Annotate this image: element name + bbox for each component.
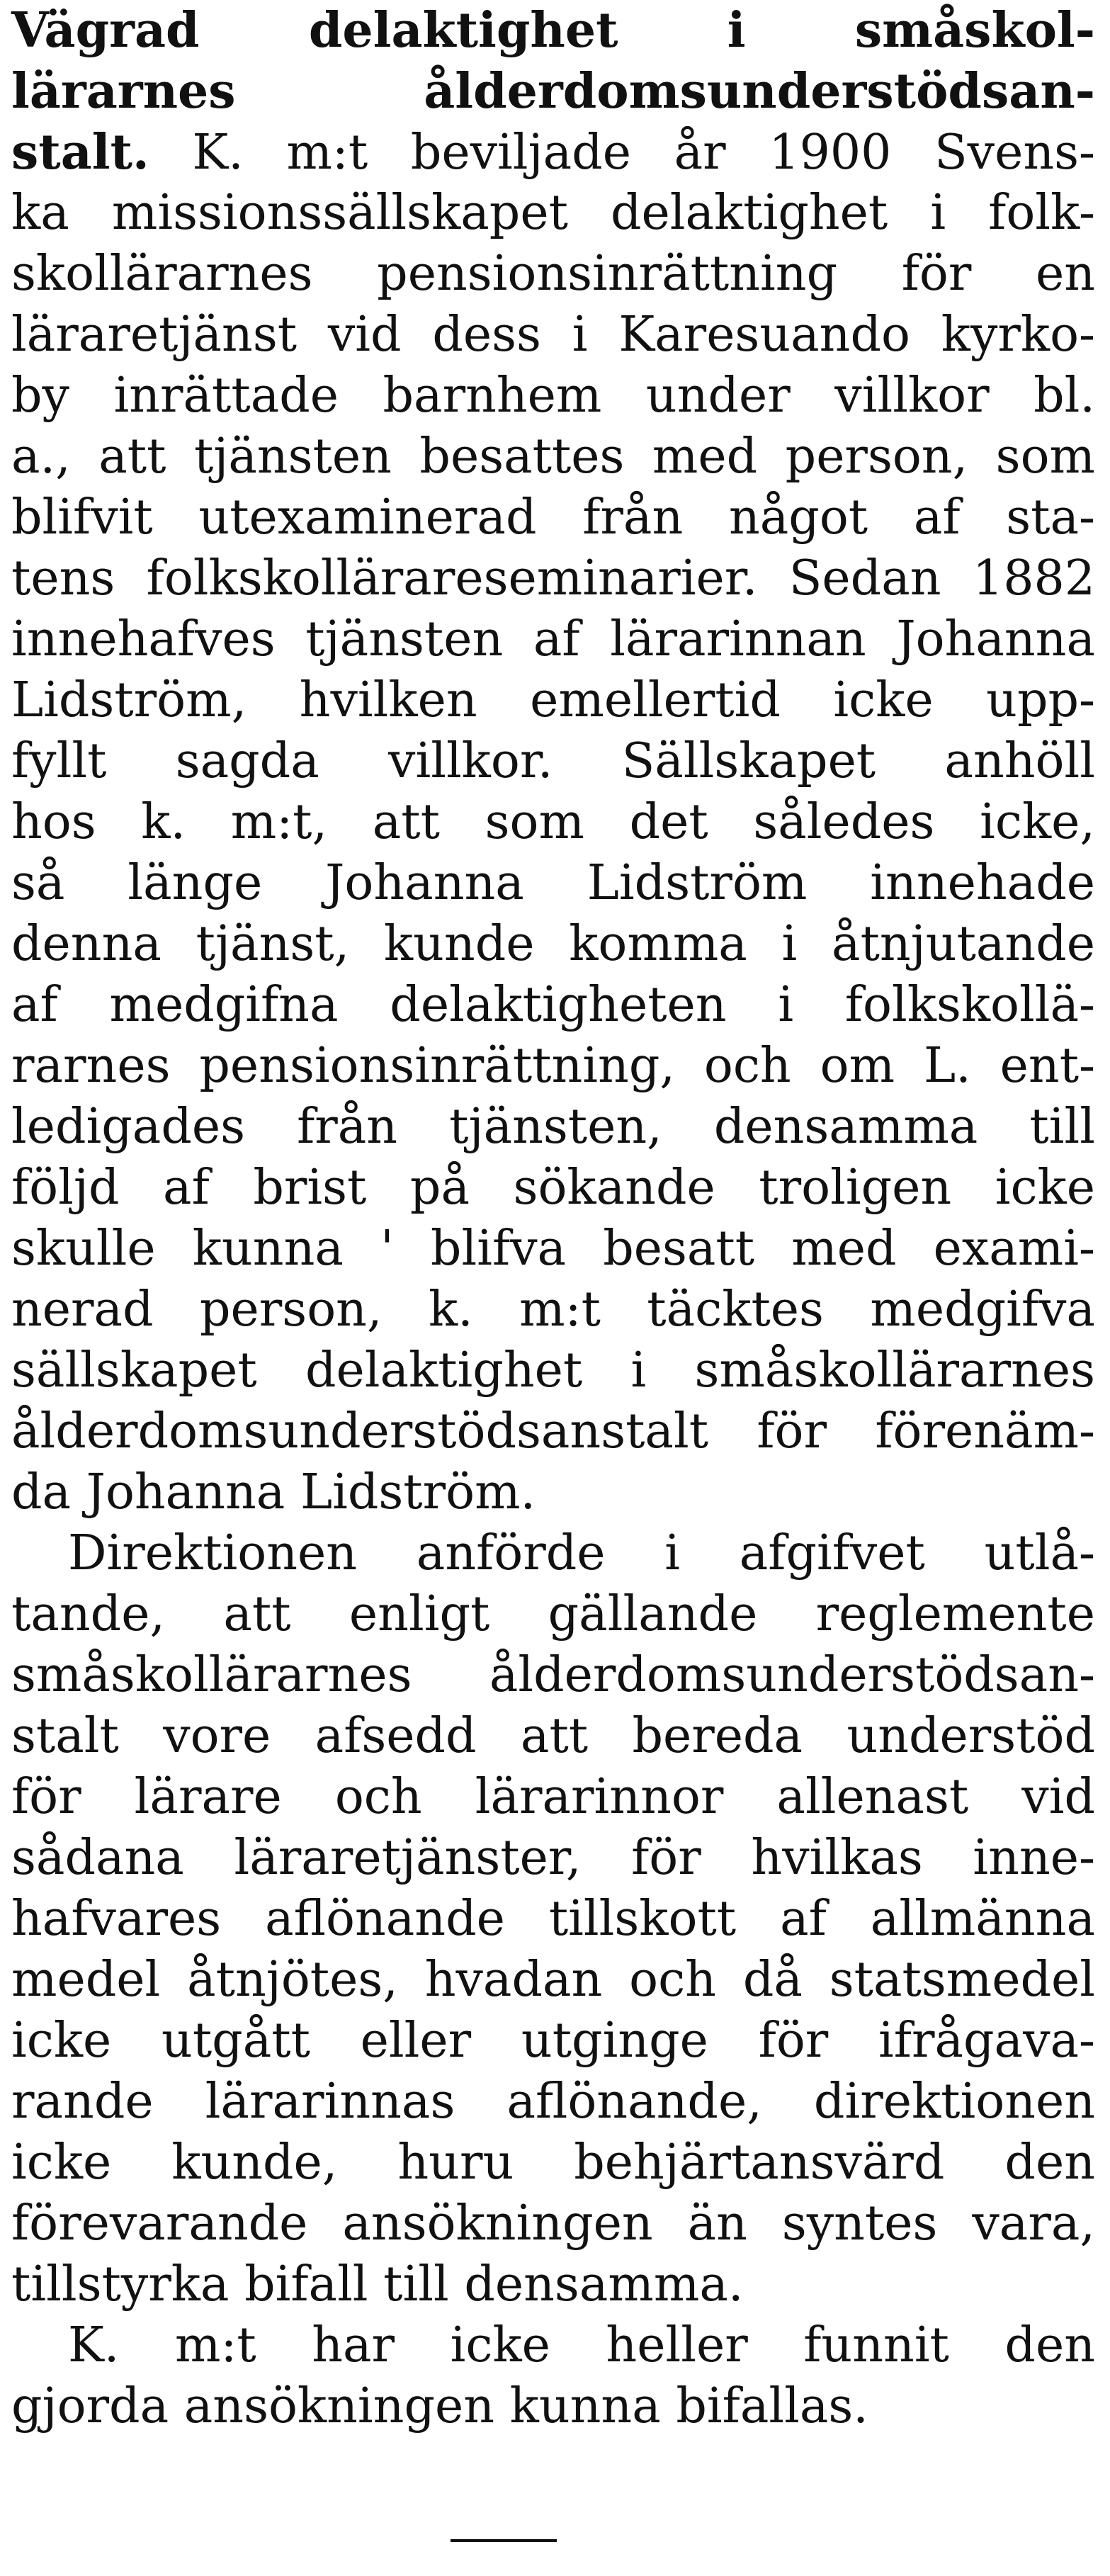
article-text-line	[11, 2072, 1095, 2132]
article-text: a., att tjänsten besattes med person, som	[11, 429, 1095, 485]
article-text: ålderdomsunderstödsanstalt för förenäm-	[11, 1403, 1095, 1459]
article-text: Lidström, hvilken emellertid icke upp-	[11, 672, 1095, 728]
article-text: af medgifna delaktigheten i folkskollä-	[11, 977, 1095, 1033]
article-text: by inrättade barnhem under villkor bl.	[11, 368, 1095, 424]
article-heading-line-2	[11, 61, 1095, 122]
article-text-line	[11, 366, 1095, 426]
article-text-line	[11, 1462, 1095, 1523]
article-text-line	[11, 2254, 1095, 2315]
article-text-line	[11, 426, 1095, 487]
article-text: icke kunde, huru behjärtansvärd den	[11, 2135, 1095, 2191]
article-text-line	[11, 1584, 1095, 1645]
article-text-line	[11, 609, 1095, 670]
article-text-line	[11, 853, 1095, 914]
article-text: blifvit utexaminerad från något af sta-	[11, 490, 1095, 546]
article-text-line	[11, 548, 1095, 609]
article-text-line	[11, 1279, 1095, 1340]
article-text: tande, att enligt gällande reglemente	[11, 1586, 1095, 1642]
article-text: så länge Johanna Lidström innehade	[11, 855, 1095, 911]
article-text: skulle kunna ' blifva besatt med exami-	[11, 1221, 1095, 1277]
article-heading: stalt.	[11, 124, 149, 181]
article-text-line	[11, 914, 1095, 975]
article-text: ka missionssällskapet delaktighet i folk-	[11, 185, 1095, 241]
article-text-line	[11, 1523, 1095, 1584]
article-text: K. m:t beviljade år 1900 Svens-	[149, 125, 1095, 181]
article-text: medel åtnjötes, hvadan och då statsmedel	[11, 1952, 1095, 2008]
article-text-line	[11, 1706, 1095, 1767]
article-text-line	[11, 1097, 1095, 1158]
article-text-line	[11, 1219, 1095, 1279]
article-text: gjorda ansökningen kunna bifallas.	[11, 2378, 868, 2434]
article-text: rarnes pensionsinrättning, och om L. ent-	[11, 1038, 1095, 1094]
article-text-line	[11, 1036, 1095, 1097]
article-text-line	[11, 731, 1095, 792]
article-text-line	[11, 2315, 1095, 2376]
article-text: småskollärarnes ålderdomsunderstödsan-	[11, 1647, 1095, 1703]
article-text-line	[11, 1401, 1095, 1462]
article-text: läraretjänst vid dess i Karesuando kyrko-	[11, 307, 1095, 363]
article-text: Direktionen anförde i afgifvet utlå-	[68, 1525, 1095, 1581]
article-text: hafvares aflönande tillskott af allmänna	[11, 1891, 1095, 1947]
article-text-line	[11, 1645, 1095, 1706]
article-text-line	[11, 122, 1095, 183]
article-text: för lärare och lärarinnor allenast vid	[11, 1769, 1095, 1825]
article-text-line	[11, 2132, 1095, 2193]
article-text-line	[11, 2011, 1095, 2072]
article-text: hos k. m:t, att som det således icke,	[11, 794, 1095, 850]
section-divider	[451, 2539, 557, 2542]
article-text: icke utgått eller utginge för ifrågava-	[11, 2013, 1095, 2069]
article-text: innehafves tjänsten af lärarinnan Johanna	[11, 611, 1095, 667]
article-text-line	[11, 1889, 1095, 1950]
article-text: rande lärarinnas aflönande, direktionen	[11, 2074, 1095, 2130]
article-text: nerad person, k. m:t täcktes medgifva	[11, 1282, 1095, 1338]
article-text: sådana läraretjänster, för hvilkas inne-	[11, 1830, 1095, 1886]
article-text-line	[11, 1340, 1095, 1401]
article-text: fyllt sagda villkor. Sällskapet anhöll	[11, 733, 1095, 789]
article-text: K. m:t har icke heller funnit den	[68, 2317, 1095, 2373]
article-text: följd af brist på sökande troligen icke	[11, 1160, 1095, 1216]
article-text-line	[11, 792, 1095, 853]
article-heading: lärarnes ålderdomsunderstödsan-	[11, 63, 1095, 120]
article-text: denna tjänst, kunde komma i åtnjutande	[11, 916, 1095, 972]
article-text-line	[11, 2193, 1095, 2254]
article-text-line	[11, 1950, 1095, 2011]
article-text: sällskapet delaktighet i småskollärarnes	[11, 1343, 1095, 1399]
article-text-line	[11, 670, 1095, 731]
article-text-line	[11, 244, 1095, 305]
article-text: skollärarnes pensionsinrättning för en	[11, 246, 1095, 302]
article-text-line	[11, 183, 1095, 244]
article-text: da Johanna Lidström.	[11, 1464, 536, 1520]
article-text-line	[11, 2376, 1095, 2437]
article-text: tens folkskollärareseminarier. Sedan 1882	[11, 550, 1095, 606]
article-text-line	[11, 1767, 1095, 1828]
article-text: tillstyrka bifall till densamma.	[11, 2256, 744, 2312]
article-text-line	[11, 975, 1095, 1036]
article	[11, 0, 1095, 2437]
article-text-line	[11, 487, 1095, 548]
article-heading-line-1	[11, 0, 1095, 61]
article-text: ledigades från tjänsten, densamma till	[11, 1099, 1095, 1155]
article-text-line	[11, 1828, 1095, 1889]
article-text-line	[11, 1158, 1095, 1219]
article-text: förevarande ansökningen än syntes vara,	[11, 2196, 1095, 2252]
article-text-line	[11, 305, 1095, 366]
article-text: stalt vore afsedd att bereda understöd	[11, 1708, 1095, 1764]
article-heading: Vägrad delaktighet i småskol-	[11, 2, 1095, 59]
